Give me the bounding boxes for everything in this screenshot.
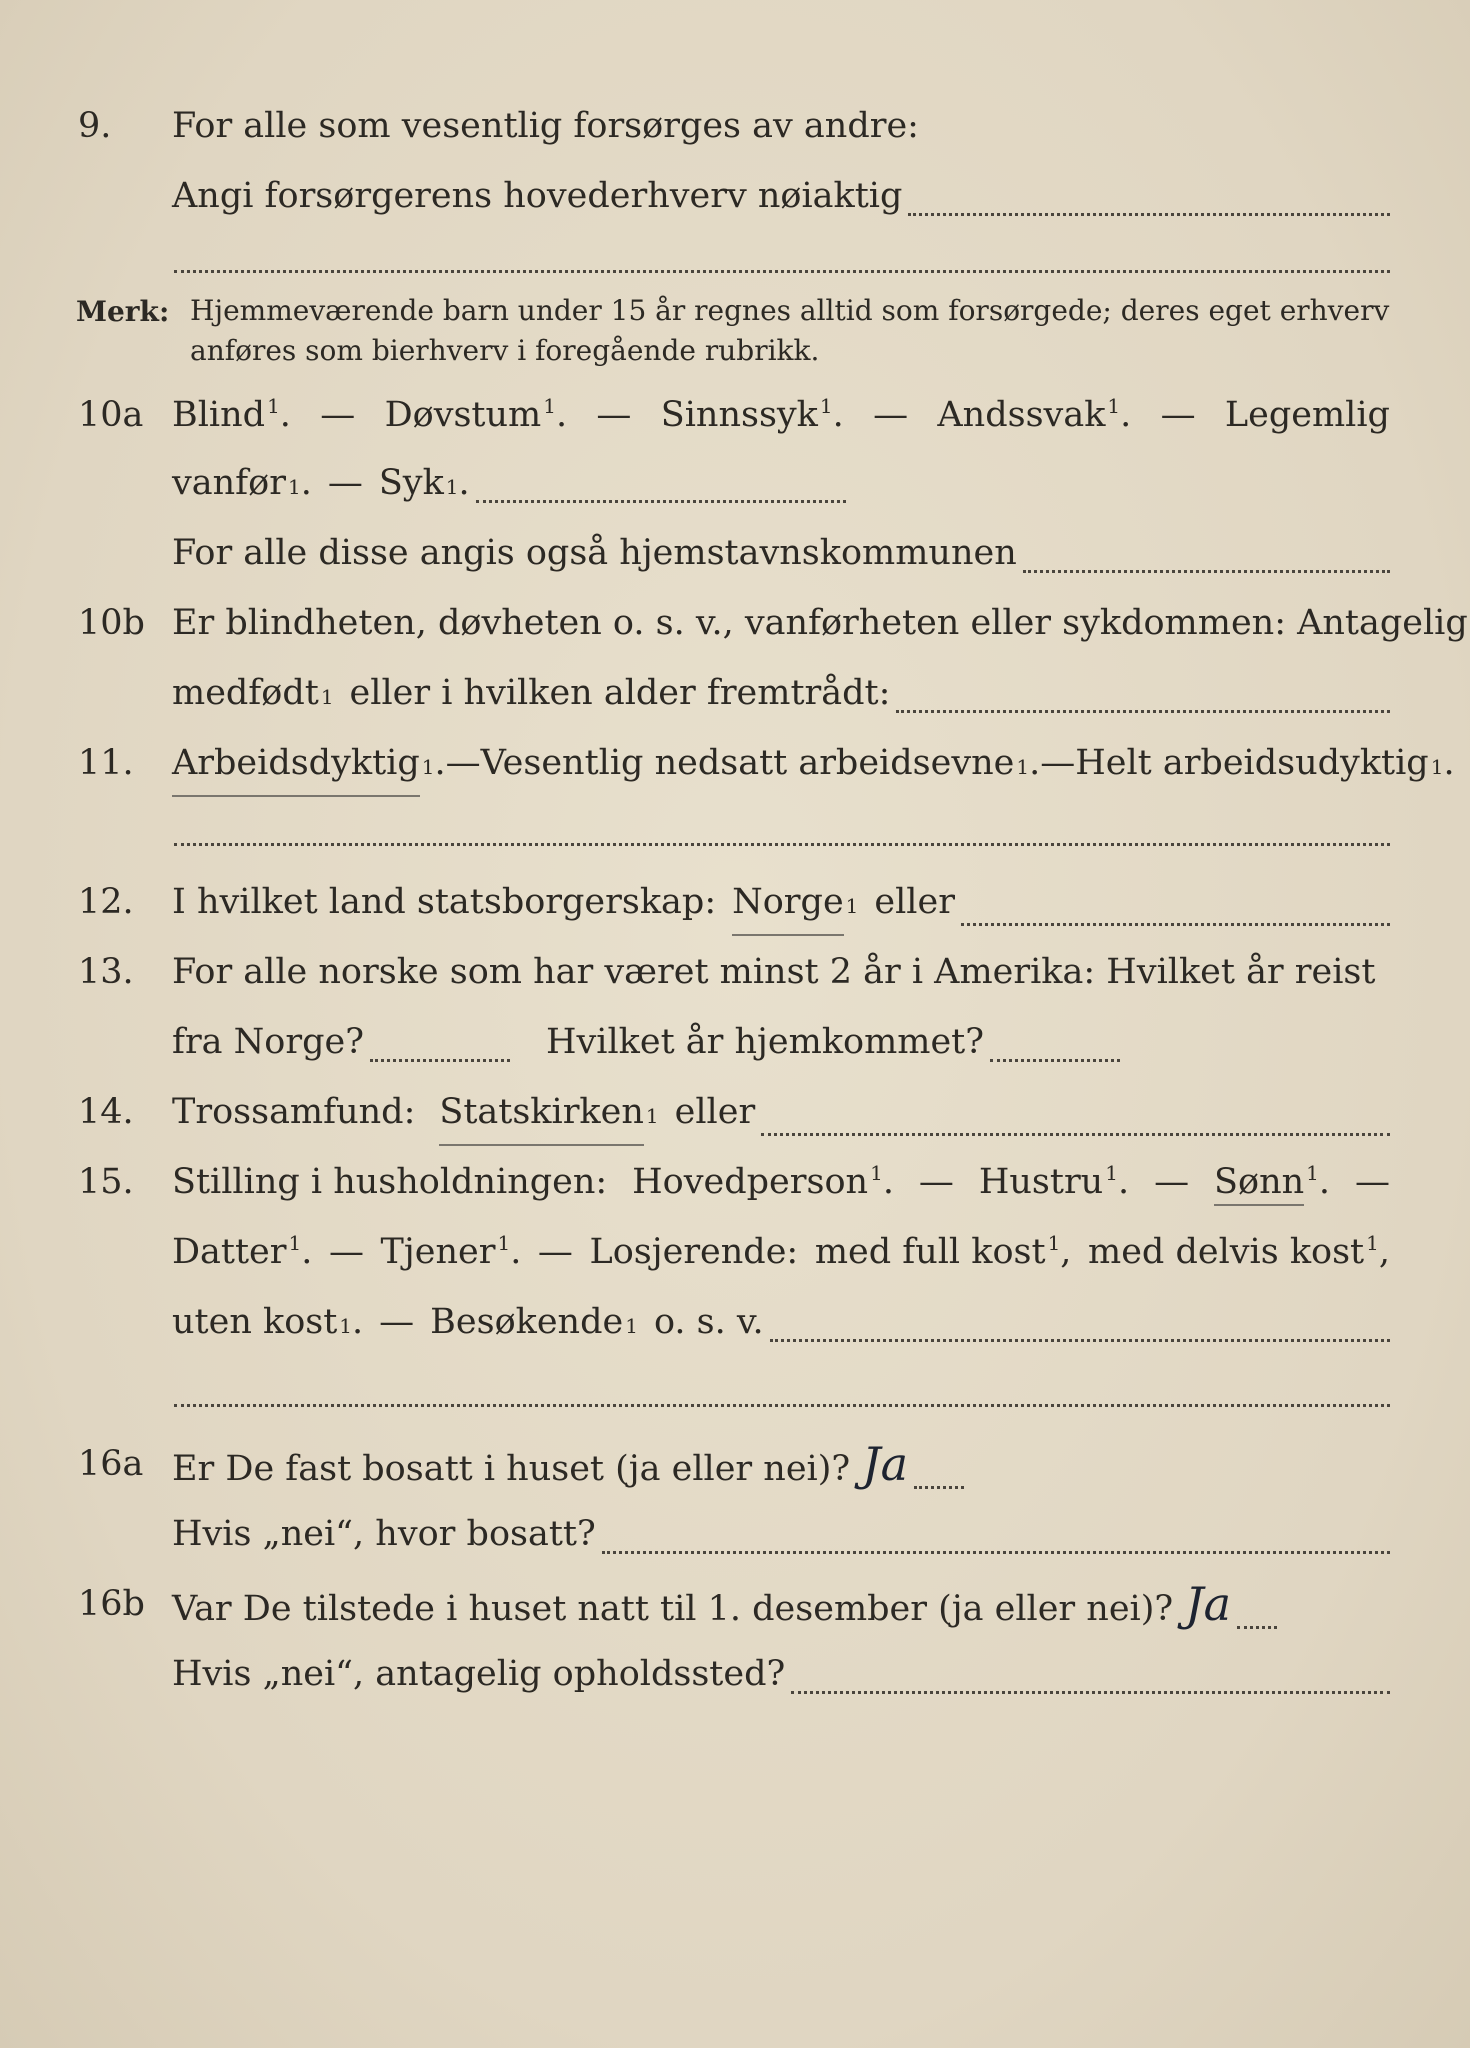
q16b-answer-underline	[1237, 1626, 1277, 1629]
q10b-line2: medfødt 1 eller i hvilken alder fremtrådt:	[0, 663, 1470, 723]
merk-note: Hjemmeværende barn under 15 år regnes alltid som forsørgede; deres eget erhverv anføres som bierhverv i foregående rubrikk.	[190, 294, 1390, 367]
q9-question: For alle som vesentlig forsørges av andre:	[172, 106, 919, 146]
q16a-line1	[0, 1434, 1470, 1494]
q13-question: For alle norske som har været minst 2 år i Amerika: Hvilket år reist	[172, 952, 1376, 992]
q13-line1	[0, 942, 1470, 1002]
q15-besokende[interactable]: Besøkende	[430, 1302, 624, 1342]
q16b-line2	[0, 1644, 1470, 1704]
q10b-question: Er blindheten, døvheten o. s. v., vanførheten eller sykdommen: Antagelig	[172, 603, 1468, 643]
q12-norge[interactable]: Norge	[732, 872, 844, 936]
q11-line: 11. Arbeidsdyktig 1 . — Vesentlig nedsatt arbeidsevne 1 . — Helt arbeidsudyktig 1 .	[0, 733, 1470, 793]
q10b-answer-field[interactable]	[896, 710, 1390, 713]
q15-prompt: Stilling i husholdningen:	[172, 1162, 608, 1202]
q14-line: 14. Trossamfund: Statskirken 1 eller	[0, 1082, 1470, 1142]
q10a-line1: 10a Blind $^1$. — Døvstum $^1$. — Sinnssyk $^1$. — Andssvak $^1$. — Legemlig	[0, 385, 1470, 445]
q15-hovedperson[interactable]: Hovedperson	[632, 1162, 869, 1202]
q15-line1: 15. Stilling i husholdningen: Hovedperson $^1$. — Hustru $^1$. — Sønn $^1$. —	[0, 1152, 1470, 1212]
q14-answer-field[interactable]	[761, 1133, 1390, 1136]
merk-label: Merk:	[76, 295, 170, 328]
q10a-dovstum[interactable]: Døvstum	[384, 395, 542, 435]
q14-prompt: Trossamfund:	[172, 1092, 416, 1132]
q9-prompt: Angi forsørgerens hovederhverv nøiaktig	[172, 176, 903, 216]
q16a-answer-underline	[914, 1486, 964, 1489]
q12-prompt: I hvilket land statsborgerskap:	[172, 882, 717, 922]
q15-full-kost[interactable]: med full kost	[814, 1232, 1046, 1272]
q16a-bosatt-field[interactable]	[602, 1551, 1390, 1554]
q14-number: 14.	[78, 1092, 134, 1132]
q13-hjemkommet-field[interactable]	[990, 1059, 1120, 1062]
q10b-prompt: eller i hvilken alder fremtrådt:	[349, 673, 891, 713]
q16b-number: 16b	[78, 1584, 145, 1624]
q15-sonn[interactable]: Sønn	[1214, 1162, 1304, 1206]
q12-answer-field[interactable]	[961, 923, 1390, 926]
q11-arbeidsdyktig[interactable]: Arbeidsdyktig	[172, 733, 420, 797]
q14-statskirken[interactable]: Statskirken	[439, 1082, 644, 1146]
q13-line2	[0, 1012, 1470, 1072]
q10a-andssvak[interactable]: Andssvak	[937, 395, 1106, 435]
q16b-opholdssted-field[interactable]	[791, 1691, 1390, 1694]
q11-extra-field[interactable]	[174, 843, 1390, 846]
q15-datter[interactable]: Datter	[172, 1232, 287, 1272]
q10a-hjemstavn-prompt: For alle disse angis også hjemstavnskommunen	[172, 533, 1017, 573]
q15-line2: Datter $^1$. — Tjener $^1$. — Losjerende: med full kost $^1$, med delvis kost $^1$,	[0, 1222, 1470, 1282]
q15-losjerende: Losjerende:	[589, 1232, 799, 1272]
q9-number: 9.	[78, 106, 112, 146]
q10b-medfodt[interactable]: medfødt	[172, 673, 319, 713]
q16a-bosatt-prompt: Hvis „nei“, hvor bosatt?	[172, 1514, 596, 1554]
q10b-line1	[0, 593, 1470, 653]
q16b-opholdssted-prompt: Hvis „nei“, antagelig opholdssted?	[172, 1654, 786, 1694]
q15-extra-field[interactable]	[174, 1404, 1390, 1407]
q15-number: 15.	[78, 1162, 134, 1202]
q10a-number: 10a	[78, 395, 144, 435]
q15-answer-field[interactable]	[770, 1339, 1390, 1342]
q13-hjemkommet-prompt: Hvilket år hjemkommet?	[546, 1022, 985, 1062]
q10a-blind[interactable]: Blind	[172, 395, 266, 435]
q12-number: 12.	[78, 882, 134, 922]
q16b-answer[interactable]: Ja	[1185, 1577, 1232, 1631]
q15-uten-kost[interactable]: uten kost	[172, 1302, 338, 1342]
q16a-answer[interactable]: Ja	[862, 1437, 909, 1491]
q11-udyktig[interactable]: Helt arbeidsudyktig	[1075, 743, 1429, 783]
q10a-line2: vanfør 1 . — Syk 1 .	[0, 453, 1470, 513]
q16b-prompt: Var De tilstede i huset natt til 1. desember (ja eller nei)?	[172, 1589, 1174, 1629]
q11-number: 11.	[78, 743, 134, 783]
q13-reist-field[interactable]	[370, 1059, 510, 1062]
q11-nedsatt[interactable]: Vesentlig nedsatt arbeidsevne	[480, 743, 1015, 783]
q10b-number: 10b	[78, 603, 145, 643]
q9-answer-field[interactable]	[908, 213, 1390, 216]
q10a-syk-field[interactable]	[476, 500, 846, 503]
q15-line3: uten kost 1 . — Besøkende 1 o. s. v.	[0, 1292, 1470, 1352]
q10a-sinnssyk[interactable]: Sinnssyk	[660, 395, 818, 435]
q10a-vanfor[interactable]: vanfør	[172, 463, 286, 503]
q16a-prompt: Er De fast bosatt i huset (ja eller nei)?	[172, 1449, 851, 1489]
q10a-syk[interactable]: Syk	[378, 463, 444, 503]
q10a-line3	[0, 523, 1470, 583]
q10a-hjemstavn-field[interactable]	[1023, 570, 1390, 573]
q15-hustru[interactable]: Hustru	[978, 1162, 1104, 1202]
q16a-line2	[0, 1504, 1470, 1564]
q9-line1	[0, 96, 1470, 156]
q15-osv: o. s. v.	[653, 1302, 764, 1342]
q9-line2	[0, 166, 1470, 226]
q16b-line1	[0, 1574, 1470, 1634]
q15-delvis-kost[interactable]: med delvis kost	[1088, 1232, 1365, 1272]
q13-number: 13.	[78, 952, 134, 992]
q12-line: 12. I hvilket land statsborgerskap: Norge 1 eller	[0, 872, 1470, 932]
q14-eller: eller	[674, 1092, 756, 1132]
q13-reist-prompt: fra Norge?	[172, 1022, 364, 1062]
q10a-legemlig[interactable]: Legemlig	[1224, 395, 1390, 435]
q16a-number: 16a	[78, 1444, 144, 1484]
q9-extra-field[interactable]	[174, 270, 1390, 273]
q12-eller: eller	[874, 882, 955, 922]
q15-tjener[interactable]: Tjener	[380, 1232, 496, 1272]
